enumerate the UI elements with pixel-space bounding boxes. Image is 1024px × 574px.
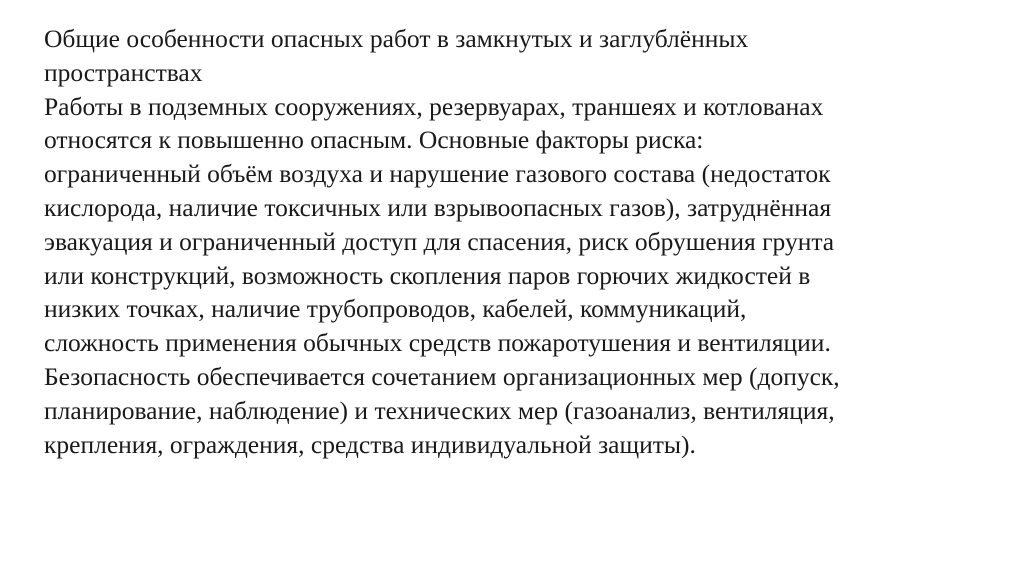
slide-title-line-1: Общие особенности опасных работ в замкнутых и заглублённых [44,24,749,53]
slide-text-line: относятся к повышенно опасным. Основные факторы риска: [44,125,704,155]
slide-text-line: Безопасность обеспечивается сочетанием организационных мер (допуск, [44,361,840,391]
slide-text-line: или конструкций, возможность скопления паров горючих жидкостей в [44,260,811,290]
slide-text-line: кислорода, наличие токсичных или взрывоопасных газов), затруднённая [44,192,832,222]
slide-text-line: низких точках, наличие трубопроводов, кабелей, коммуникаций, [44,294,747,324]
slide-text-line: сложность применения обычных средств пожаротушения и вентиляции. [44,328,831,358]
slide-text-line: ограниченный объём воздуха и нарушение газового состава (недостаток [44,159,831,189]
slide-text-block [44,22,1004,461]
slide-text-line: планирование, наблюдение) и технических мер (газоанализ, вентиляция, [44,395,835,425]
slide-text-line: крепления, ограждения, средства индивидуальной защиты). [44,429,696,459]
slide-title-line-2: пространствах [44,57,203,87]
slide-text-line: Работы в подземных сооружениях, резервуарах, траншеях и котлованах [44,91,824,121]
slide-text-line: эвакуация и ограниченный доступ для спасения, риск обрушения грунта [44,226,835,256]
